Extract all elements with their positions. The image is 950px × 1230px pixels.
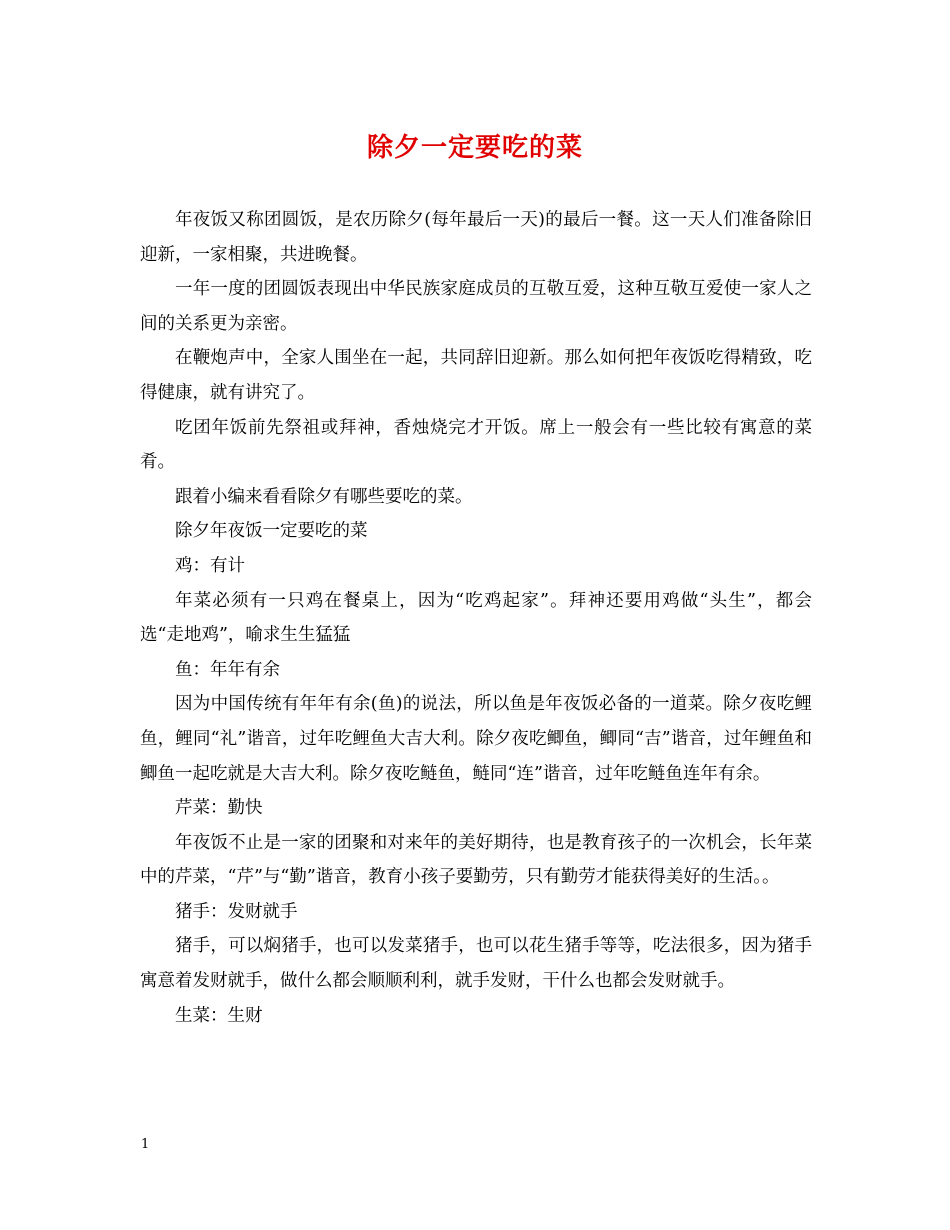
item-heading-fish: 鱼：年年有余 [175, 659, 280, 680]
paragraph-lead-in: 跟着小编来看看除夕有哪些要吃的菜。 [175, 486, 473, 507]
item-heading-lettuce: 生菜：生财 [175, 1005, 263, 1026]
paragraph-ancestor-worship: 吃团年饭前先祭祖或拜神，香烛烧完才开饭。席上一般会有一些比较有寓意的菜肴。 [140, 417, 812, 473]
item-heading-chicken: 鸡：有计 [175, 555, 245, 576]
paragraph-firecrackers: 在鞭炮声中，全家人围坐在一起，共同辞旧迎新。那么如何把年夜饭吃得精致，吃得健康，就有讲究了。 [140, 348, 812, 403]
paragraph-celery: 年夜饭不止是一家的团聚和对来年的美好期待，也是教育孩子的一次机会，长年菜中的芹菜，“芹”与“勤”谐音，教育小孩子要勤劳，只有勤劳才能获得美好的生活。。 [140, 832, 812, 888]
paragraph-pig-trotter: 猪手，可以焖猪手，也可以发菜猪手，也可以花生猪手等等，吃法很多，因为猪手寓意着发财就手，做什么都会顺顺利利，就手发财，干什么也都会发财就手。 [140, 936, 812, 992]
article-body [140, 203, 812, 1033]
page-number: 1 [141, 1137, 150, 1152]
section-heading: 除夕年夜饭一定要吃的菜 [175, 521, 368, 542]
paragraph-fish: 因为中国传统有年年有余(鱼)的说法，所以鱼是年夜饭必备的一道菜。除夕夜吃鲤鱼，鲤同“礼”谐音，过年吃鲤鱼大吉大利。除夕夜吃鲫鱼，鲫同“吉”谐音，过年鲤鱼和鲫鱼一起吃就是大吉大利。除夕夜吃鲢鱼，鲢同“连”谐音，过年吃鲢鱼连年有余。 [140, 694, 812, 784]
paragraph-chicken: 年菜必须有一只鸡在餐桌上，因为“吃鸡起家”。拜神还要用鸡做“头生”，都会选“走地鸡”，喻求生生猛猛 [140, 590, 812, 646]
paragraph-family-respect: 一年一度的团圆饭表现出中华民族家庭成员的互敬互爱，这种互敬互爱使一家人之间的关系更为亲密。 [140, 279, 812, 334]
paragraph-intro: 年夜饭又称团圆饭，是农历除夕(每年最后一天)的最后一餐。这一天人们准备除旧迎新，一家相聚，共进晚餐。 [140, 210, 812, 265]
item-heading-pig-trotter: 猪手：发财就手 [175, 901, 298, 922]
item-heading-celery: 芹菜：勤快 [175, 798, 263, 819]
page-title: 除夕一定要吃的菜 [366, 133, 583, 163]
